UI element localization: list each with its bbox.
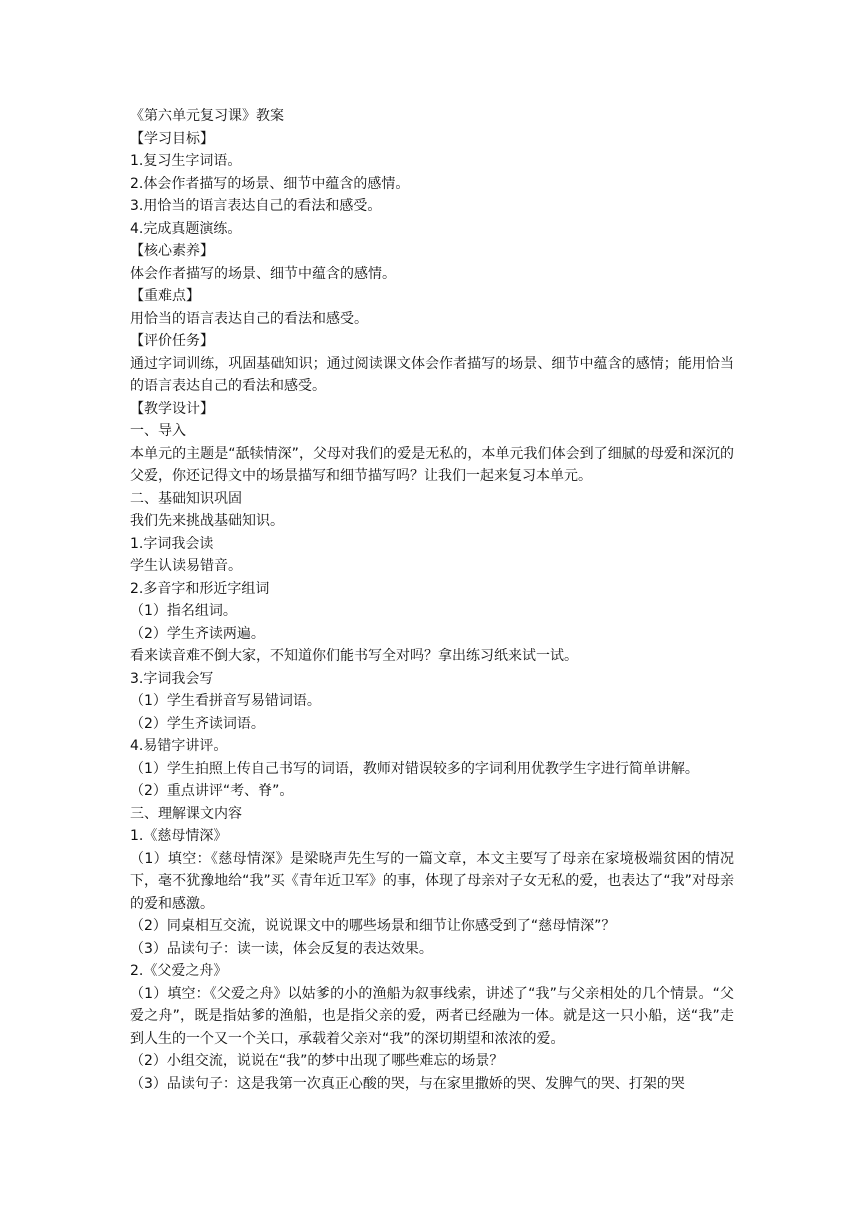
error-step: （1）学生拍照上传自己书写的词语，教师对错误较多的字词利用优教学生字进行简单讲解。 — [130, 760, 699, 777]
document-title: 《第六单元复习课》教案 — [130, 108, 284, 124]
basic-heading: 二、基础知识巩固 — [130, 490, 242, 507]
goal-item: 1.复习生字词语。 — [130, 153, 242, 169]
mother-step: （2）同桌相互交流，说说课文中的哪些场景和细节让你感受到了“慈母情深”？ — [130, 918, 616, 934]
write-step: （2）学生齐读词语。 — [130, 715, 265, 732]
error-step: （2）重点讲评“考、脊”。 — [130, 783, 294, 799]
poly-step: （1）指名组词。 — [130, 603, 237, 619]
write-step: （1）学生看拼音写易错词语。 — [130, 693, 321, 709]
eval-text: 通过字词训练，巩固基础知识；通过阅读课文体会作者描写的场景、细节中蕴含的感情；能用恰当的语言表达自己的看法和感受。 — [130, 355, 734, 394]
mother-heading: 1.《慈母情深》 — [130, 828, 228, 844]
core-text: 体会作者描写的场景、细节中蕴含的感情。 — [130, 265, 396, 282]
intro-heading: 一、导入 — [130, 423, 186, 439]
key-text: 用恰当的语言表达自己的看法和感受。 — [130, 310, 368, 327]
poly-step: （2）学生齐读两遍。 — [130, 625, 265, 642]
father-step: （2）小组交流，说说在“我”的梦中出现了哪些难忘的场景？ — [130, 1053, 504, 1069]
write-heading: 3.字词我会写 — [130, 670, 214, 687]
goal-item: 4.完成真题演练。 — [130, 220, 242, 237]
error-heading: 4.易错字讲评。 — [130, 738, 228, 754]
poly-heading: 2.多音字和形近字组词 — [130, 580, 270, 597]
section-heading-goals: 【学习目标】 — [130, 130, 214, 147]
father-heading: 2.《父爱之舟》 — [130, 963, 228, 979]
section-heading-eval: 【评价任务】 — [130, 333, 214, 349]
mother-step: （1）填空：《慈母情深》是梁晓声先生写的一篇文章，本文主要写了母亲在家境极端贫困的情况下，毫不犹豫地给“我”买《青年近卫军》的事，体现了母亲对子女无私的爱，也表达了“我”对母亲的爱和感激。 — [130, 850, 734, 912]
goal-item: 3.用恰当的语言表达自己的看法和感受。 — [130, 198, 382, 214]
section-heading-design: 【教学设计】 — [130, 400, 214, 417]
document-body — [130, 105, 734, 1095]
read-heading: 1.字词我会读 — [130, 535, 214, 552]
father-step: （3）品读句子：这是我第一次真正心酸的哭，与在家里撒娇的哭、发脾气的哭、打架的哭 — [130, 1075, 685, 1092]
goal-item: 2.体会作者描写的场景、细节中蕴含的感情。 — [130, 175, 410, 192]
basic-intro: 我们先来挑战基础知识。 — [130, 513, 284, 529]
text-heading: 三、理解课文内容 — [130, 805, 242, 822]
intro-text: 本单元的主题是“舐犊情深”，父母对我们的爱是无私的，本单元我们体会到了细腻的母爱和深沉的父爱，你还记得文中的场景描写和细节描写吗？让我们一起来复习本单元。 — [130, 445, 734, 484]
section-heading-key: 【重难点】 — [130, 288, 200, 304]
father-step: （1）填空：《父爱之舟》以姑爹的小的渔船为叙事线索，讲述了“我”与父亲相处的几个情景。“父爱之舟”，既是指姑爹的渔船，也是指父亲的爱，两者已经融为一体。就是这一只小船，送“我”走到人生的一个又一个关口，承载着父亲对“我”的深切期望和浓浓的爱。 — [130, 985, 734, 1047]
read-text: 学生认读易错音。 — [130, 558, 242, 574]
poly-note: 看来读音难不倒大家，不知道你们能书写全对吗？拿出练习纸来试一试。 — [130, 648, 578, 664]
section-heading-core: 【核心素养】 — [130, 243, 214, 259]
mother-step: （3）品读句子：读一读，体会反复的表达效果。 — [130, 940, 433, 957]
